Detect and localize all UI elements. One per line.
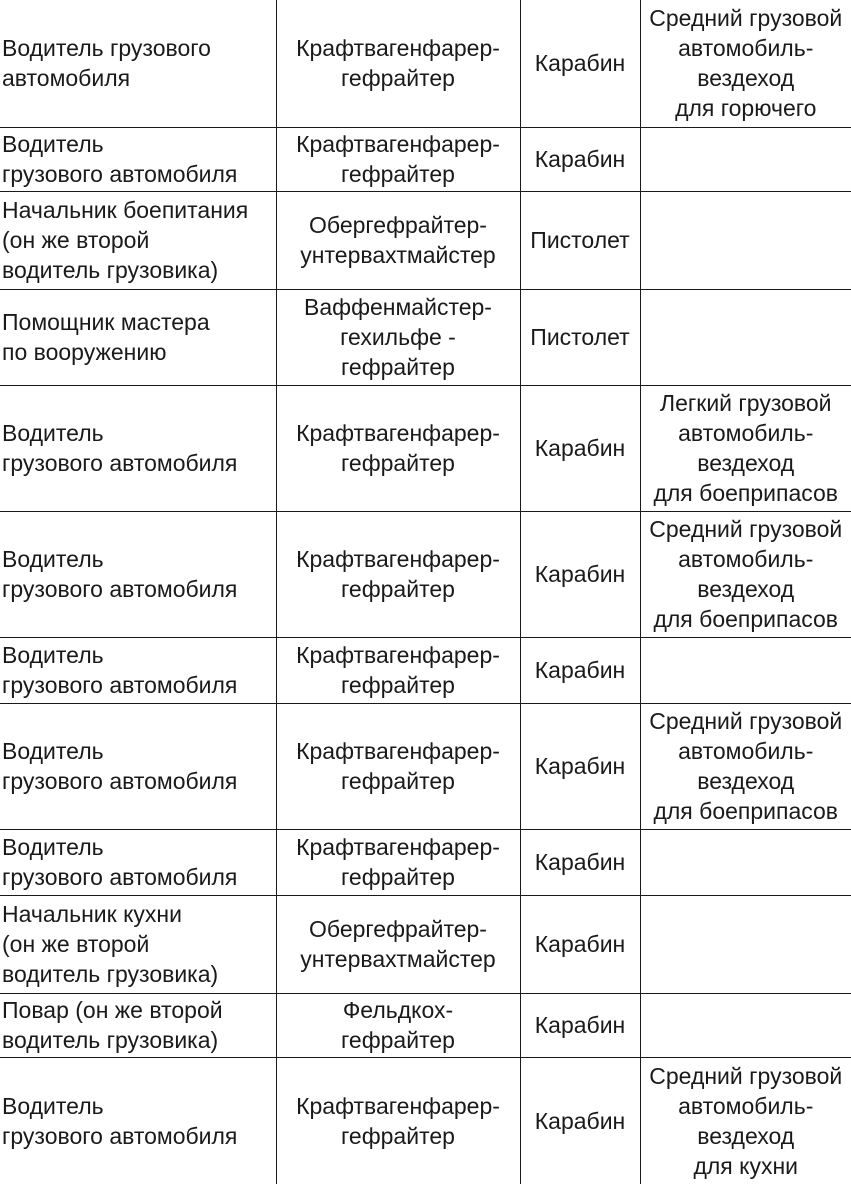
role-cell <box>0 637 276 703</box>
cell-line: Средний грузовой <box>641 3 851 33</box>
role-cell <box>0 511 276 637</box>
cell-line: гефрайтер <box>277 1025 520 1055</box>
cell-line: унтервахтмайстер <box>277 240 520 270</box>
rank-cell <box>276 895 520 993</box>
cell-line: грузового автомобиля <box>2 670 276 700</box>
cell-line: Крафтвагенфарер- <box>277 736 520 766</box>
cell-line: Средний грузовой <box>641 514 851 544</box>
cell-line: Ваффенмайстер- <box>277 292 520 322</box>
cell-line: Карабин <box>521 1010 640 1040</box>
rank-cell <box>276 637 520 703</box>
cell-line: Средний грузовой <box>641 1061 851 1091</box>
weapon-cell <box>520 829 640 895</box>
cell-line: Обергефрайтер- <box>277 914 520 944</box>
table-row <box>0 0 851 127</box>
weapon-cell <box>520 191 640 289</box>
cell-line: Средний грузовой <box>641 706 851 736</box>
cell-line: Фельдкох- <box>277 995 520 1025</box>
cell-line: гефрайтер <box>277 352 520 382</box>
cell-line: грузового автомобиля <box>2 766 276 796</box>
cell-line: автомобиля <box>2 63 276 93</box>
cell-line: вездеход <box>641 766 851 796</box>
table-row <box>0 289 851 385</box>
cell-line: унтервахтмайстер <box>277 944 520 974</box>
cell-line: Водитель <box>2 418 276 448</box>
role-cell <box>0 895 276 993</box>
cell-line: (он же второй <box>2 929 276 959</box>
rank-cell <box>276 1057 520 1184</box>
table-row <box>0 385 851 511</box>
cell-line: гефрайтер <box>277 159 520 189</box>
role-cell <box>0 385 276 511</box>
cell-line: Крафтвагенфарер- <box>277 640 520 670</box>
cell-line: Крафтвагенфарер- <box>277 129 520 159</box>
cell-line: автомобиль- <box>641 736 851 766</box>
cell-line: гефрайтер <box>277 63 520 93</box>
cell-line: Водитель <box>2 544 276 574</box>
cell-line: автомобиль- <box>641 544 851 574</box>
vehicle-cell <box>640 993 851 1057</box>
weapon-cell <box>520 993 640 1057</box>
cell-line: Карабин <box>521 48 640 78</box>
cell-line: автомобиль- <box>641 33 851 63</box>
weapon-cell <box>520 1057 640 1184</box>
rank-cell <box>276 289 520 385</box>
cell-line: водитель грузовика) <box>2 1025 276 1055</box>
table-row <box>0 1057 851 1184</box>
rank-cell <box>276 829 520 895</box>
cell-line: Повар (он же второй <box>2 995 276 1025</box>
cell-line: грузового автомобиля <box>2 862 276 892</box>
cell-line: Карабин <box>521 655 640 685</box>
rank-cell <box>276 0 520 127</box>
cell-line: вездеход <box>641 1121 851 1151</box>
weapon-cell <box>520 385 640 511</box>
table-row <box>0 127 851 191</box>
rank-cell <box>276 385 520 511</box>
cell-line: грузового автомобиля <box>2 159 276 189</box>
rank-cell <box>276 703 520 829</box>
vehicle-cell <box>640 637 851 703</box>
cell-line: гехильфе - <box>277 322 520 352</box>
vehicle-cell <box>640 385 851 511</box>
table-row <box>0 703 851 829</box>
vehicle-cell <box>640 1057 851 1184</box>
cell-line: грузового автомобиля <box>2 1121 276 1151</box>
vehicle-cell <box>640 895 851 993</box>
vehicle-cell <box>640 703 851 829</box>
vehicle-cell <box>640 0 851 127</box>
weapon-cell <box>520 0 640 127</box>
rank-cell <box>276 127 520 191</box>
cell-line: гефрайтер <box>277 862 520 892</box>
weapon-cell <box>520 703 640 829</box>
cell-line: вездеход <box>641 574 851 604</box>
cell-line: Карабин <box>521 433 640 463</box>
cell-line: Водитель <box>2 1091 276 1121</box>
cell-line: гефрайтер <box>277 574 520 604</box>
rank-cell <box>276 191 520 289</box>
role-cell <box>0 1057 276 1184</box>
table-row <box>0 637 851 703</box>
cell-line: Пистолет <box>521 322 640 352</box>
table-row <box>0 511 851 637</box>
cell-line: Крафтвагенфарер- <box>277 33 520 63</box>
cell-line: Водитель грузового <box>2 33 276 63</box>
weapon-cell <box>520 637 640 703</box>
table-row <box>0 829 851 895</box>
cell-line: Обергефрайтер- <box>277 210 520 240</box>
cell-line: вездеход <box>641 63 851 93</box>
cell-line: автомобиль- <box>641 418 851 448</box>
cell-line: Крафтвагенфарер- <box>277 832 520 862</box>
cell-line: гефрайтер <box>277 1121 520 1151</box>
table-row <box>0 993 851 1057</box>
role-cell <box>0 289 276 385</box>
role-cell <box>0 191 276 289</box>
cell-line: для боеприпасов <box>641 478 851 508</box>
weapon-cell <box>520 511 640 637</box>
cell-line: гефрайтер <box>277 766 520 796</box>
cell-line: водитель грузовика) <box>2 959 276 989</box>
cell-line: (он же второй <box>2 225 276 255</box>
vehicle-cell <box>640 127 851 191</box>
cell-line: Карабин <box>521 559 640 589</box>
cell-line: Начальник кухни <box>2 899 276 929</box>
cell-line: Водитель <box>2 129 276 159</box>
cell-line: для боеприпасов <box>641 604 851 634</box>
cell-line: грузового автомобиля <box>2 448 276 478</box>
role-cell <box>0 0 276 127</box>
cell-line: автомобиль- <box>641 1091 851 1121</box>
cell-line: Крафтвагенфарер- <box>277 1091 520 1121</box>
cell-line: для боеприпасов <box>641 796 851 826</box>
weapon-cell <box>520 127 640 191</box>
cell-line: Помощник мастера <box>2 307 276 337</box>
cell-line: Начальник боепитания <box>2 195 276 225</box>
rank-cell <box>276 993 520 1057</box>
cell-line: Крафтвагенфарер- <box>277 418 520 448</box>
cell-line: для горючего <box>641 93 851 123</box>
table-row <box>0 895 851 993</box>
rank-cell <box>276 511 520 637</box>
cell-line: для кухни <box>641 1151 851 1181</box>
cell-line: Пистолет <box>521 225 640 255</box>
cell-line: Карабин <box>521 751 640 781</box>
cell-line: Карабин <box>521 929 640 959</box>
cell-line: вездеход <box>641 448 851 478</box>
cell-line: Карабин <box>521 1106 640 1136</box>
vehicle-cell <box>640 191 851 289</box>
cell-line: гефрайтер <box>277 670 520 700</box>
cell-line: Легкий грузовой <box>641 388 851 418</box>
role-cell <box>0 703 276 829</box>
cell-line: Водитель <box>2 640 276 670</box>
vehicle-cell <box>640 829 851 895</box>
cell-line: гефрайтер <box>277 448 520 478</box>
cell-line: Водитель <box>2 832 276 862</box>
cell-line: водитель грузовика) <box>2 255 276 285</box>
cell-line: Карабин <box>521 847 640 877</box>
role-cell <box>0 993 276 1057</box>
cell-line: по вооружению <box>2 337 276 367</box>
cell-line: грузового автомобиля <box>2 574 276 604</box>
role-cell <box>0 127 276 191</box>
vehicle-cell <box>640 289 851 385</box>
role-cell <box>0 829 276 895</box>
table-row <box>0 191 851 289</box>
cell-line: Водитель <box>2 736 276 766</box>
cell-line: Крафтвагенфарер- <box>277 544 520 574</box>
weapon-cell <box>520 895 640 993</box>
vehicle-cell <box>640 511 851 637</box>
cell-line: Карабин <box>521 144 640 174</box>
weapon-cell <box>520 289 640 385</box>
